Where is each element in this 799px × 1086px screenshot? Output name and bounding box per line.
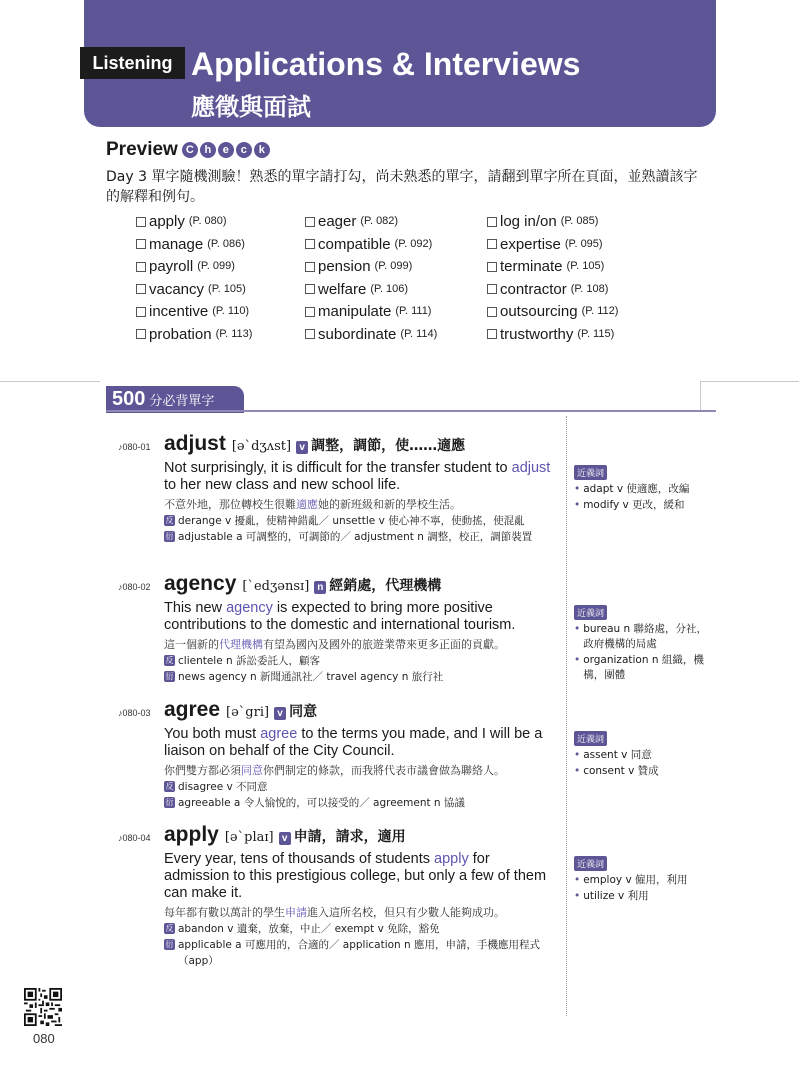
page-ref: (P. 085)	[560, 215, 599, 227]
preview-title: Preview	[106, 139, 178, 160]
pos-badge: v	[274, 707, 286, 720]
synonym-text: adapt v 使適應，改編	[583, 483, 690, 495]
audio-track-icon[interactable]: ♪080-02	[118, 582, 151, 592]
antonym-badge: 反	[165, 516, 174, 525]
page-ref: (P. 108)	[570, 282, 609, 295]
checkbox[interactable]	[305, 262, 315, 272]
example-text: 你們雙方都必須	[164, 764, 241, 777]
antonym-line	[164, 513, 558, 529]
word-label: payroll	[149, 258, 194, 275]
page-ref: (P. 086)	[207, 237, 245, 250]
divider-line	[700, 381, 701, 411]
antonym-text: clientele n 訴訟委託人，顧客	[178, 655, 321, 667]
synonym-item	[574, 498, 714, 513]
checkbox[interactable]	[487, 239, 497, 249]
word-label: contractor	[500, 280, 567, 298]
synonym-item	[574, 748, 714, 763]
synonym-text: organization n 組織，機構，團體	[583, 654, 704, 681]
derivative-text: news agency n 新聞通訊社／ travel agency n 旅行社	[178, 671, 444, 683]
bullet-icon: •	[574, 499, 581, 511]
synonym-text: assent v 同意	[583, 749, 652, 761]
antonym-line	[164, 653, 558, 669]
word-label: subordinate	[318, 325, 397, 343]
word-label: apply	[149, 213, 185, 230]
entry-word: adjust	[164, 432, 226, 455]
synonym-text: bureau n 聯絡處，分社，政府機構的局處	[583, 623, 707, 650]
example-english	[164, 460, 554, 494]
derivative-line	[164, 529, 558, 545]
derivative-badge: 衍	[165, 798, 174, 807]
synonym-item	[574, 653, 714, 683]
word-label: trustworthy	[500, 325, 574, 343]
antonym-badge: 反	[165, 782, 174, 791]
vocab-entry	[118, 698, 558, 811]
word-label: terminate	[500, 258, 563, 275]
example-text: You both must	[164, 726, 261, 742]
page-number: 080	[33, 1031, 55, 1046]
word-label: manipulate	[318, 303, 392, 320]
synonym-item	[574, 889, 714, 904]
derivative-text: agreeable a 令人愉悅的，可以接受的／ agreement n 協議	[178, 797, 465, 809]
synonym-box	[574, 729, 714, 779]
page-ref: (P. 105)	[566, 260, 605, 272]
word-check-item[interactable]	[136, 235, 305, 255]
synonym-box	[574, 854, 714, 904]
section-number: 500	[112, 388, 146, 410]
checkbox[interactable]	[136, 239, 146, 249]
synonym-item	[574, 622, 714, 652]
example-english	[164, 600, 554, 634]
synonym-text: modify v 更改，緩和	[583, 499, 685, 511]
word-label: log in/on	[500, 213, 557, 230]
category-tag: Listening	[80, 47, 185, 79]
example-text: 有望為國內及國外的旅遊業帶來更多正面的貢獻。	[263, 638, 505, 651]
word-check-item[interactable]	[136, 212, 305, 232]
synonym-text: employ v 僱用，利用	[583, 874, 688, 886]
page-ref: (P. 092)	[394, 237, 433, 250]
bullet-icon: •	[574, 654, 581, 666]
page-title-chinese: 應徵與面試	[191, 93, 311, 121]
derivative-line	[164, 937, 558, 969]
divider-line	[700, 381, 799, 382]
word-label: expertise	[500, 235, 561, 253]
checkbox[interactable]	[487, 217, 497, 227]
bullet-icon: •	[574, 483, 581, 495]
page-ref: (P. 110)	[212, 305, 250, 317]
page-ref: (P. 080)	[188, 215, 227, 227]
vocab-entry	[118, 572, 558, 685]
derivative-badge: 衍	[165, 940, 174, 949]
antonym-text: disagree v 不同意	[178, 781, 268, 793]
example-text: 每年都有數以萬計的學生	[164, 906, 285, 919]
section-label: 分必背單字	[149, 394, 215, 409]
word-label: manage	[149, 235, 204, 253]
synonym-box	[574, 603, 714, 683]
vocab-entry	[118, 823, 558, 969]
checkbox[interactable]	[487, 307, 497, 317]
bullet-icon: •	[574, 890, 581, 902]
entry-meaning: 申請，請求，適用	[293, 829, 406, 845]
derivative-badge: 衍	[165, 532, 174, 541]
checkbox[interactable]	[487, 329, 497, 339]
page-ref: (P. 082)	[360, 215, 399, 227]
example-text: Not surprisingly, it is difficult for the transfer student to	[164, 460, 512, 476]
word-check-item[interactable]	[487, 257, 657, 277]
antonym-text: abandon v 遺棄，放棄，中止／ exempt v 免除，豁免	[178, 923, 440, 935]
checkbox[interactable]	[487, 284, 497, 294]
example-english	[164, 851, 554, 902]
example-highlight: 適應	[296, 498, 318, 511]
synonym-badge: 近義詞	[574, 465, 607, 480]
page-ref: (P. 095)	[564, 237, 603, 250]
example-text: for admission to this prestigious college, but only a few of them can make it.	[164, 851, 547, 901]
entry-headline	[118, 432, 558, 456]
example-chinese	[164, 637, 558, 653]
word-label: eager	[318, 213, 357, 230]
synonym-item	[574, 482, 714, 497]
entry-meaning: 經銷處，代理機構	[329, 578, 442, 594]
divider-line	[0, 381, 100, 382]
example-text: 你們制定的條款，而我將代表市議會做為聯絡人。	[263, 764, 505, 777]
derivative-text: adjustable a 可調整的，可調節的／ adjustment n 調整，校正，調節裝置	[178, 531, 533, 543]
example-chinese	[164, 497, 558, 513]
page-ref: (P. 112)	[581, 305, 619, 317]
checkbox[interactable]	[305, 307, 315, 317]
audio-track-icon[interactable]: ♪080-03	[118, 708, 151, 718]
page-ref: (P. 099)	[197, 260, 235, 272]
synonym-text: consent v 贊成	[583, 765, 659, 777]
word-check-item[interactable]	[305, 325, 487, 345]
word-label: pension	[318, 258, 371, 275]
word-label: compatible	[318, 235, 391, 253]
synonym-item	[574, 873, 714, 888]
page-title-english: Applications & Interviews	[191, 46, 581, 82]
check-letter: C	[182, 142, 198, 158]
entry-ipa: [əˋgri]	[226, 705, 270, 720]
antonym-line	[164, 921, 558, 937]
entry-headline	[118, 572, 558, 596]
synonym-badge: 近義詞	[574, 605, 607, 620]
checkbox[interactable]	[305, 284, 315, 294]
page-ref: (P. 105)	[208, 282, 246, 295]
entry-headline	[118, 698, 558, 722]
word-check-item[interactable]	[487, 235, 657, 255]
word-check-item[interactable]	[487, 280, 657, 300]
example-text: to her new class and new school life.	[164, 477, 401, 493]
entry-word: agree	[164, 698, 221, 721]
check-letter: c	[236, 142, 252, 158]
bullet-icon: •	[574, 749, 581, 761]
antonym-line	[164, 779, 558, 795]
page-ref: (P. 115)	[577, 327, 615, 340]
example-english	[164, 726, 554, 760]
entry-word: agency	[164, 572, 237, 595]
example-text: Every year, tens of thousands of students	[164, 851, 435, 867]
word-check-item[interactable]	[305, 235, 487, 255]
check-letter: k	[254, 142, 270, 158]
vocab-entry	[118, 432, 558, 545]
checkbox[interactable]	[487, 262, 497, 272]
preview-heading	[106, 139, 272, 161]
page-ref: (P. 111)	[395, 305, 432, 317]
bullet-icon: •	[574, 765, 581, 777]
check-letter: h	[200, 142, 216, 158]
word-check-item[interactable]	[487, 302, 657, 322]
word-check-item[interactable]	[136, 280, 305, 300]
page-ref: (P. 114)	[400, 327, 438, 340]
example-text: 這一個新的	[164, 638, 219, 651]
example-chinese	[164, 905, 558, 921]
example-highlight: 代理機構	[219, 638, 263, 651]
example-highlight: adjust	[511, 460, 551, 476]
synonym-badge: 近義詞	[574, 856, 607, 871]
synonym-box	[574, 463, 714, 513]
word-label: outsourcing	[500, 303, 578, 320]
example-highlight: apply	[434, 851, 469, 867]
synonym-badge: 近義詞	[574, 731, 607, 746]
page-ref: (P. 099)	[374, 260, 413, 272]
word-check-item[interactable]	[305, 280, 487, 300]
column-divider	[566, 416, 567, 1016]
entry-ipa: [əˋplaɪ]	[224, 830, 274, 845]
audio-track-icon[interactable]: ♪080-04	[118, 833, 151, 843]
checkbox[interactable]	[136, 307, 146, 317]
checkbox[interactable]	[136, 284, 146, 294]
example-highlight: 申請	[285, 906, 307, 919]
example-chinese	[164, 763, 558, 779]
word-check-item[interactable]	[487, 212, 657, 232]
word-check-item[interactable]	[487, 325, 657, 345]
example-text: 不意外地，那位轉校生很難	[164, 498, 296, 511]
page-ref: (P. 113)	[215, 327, 253, 340]
qr-code-icon[interactable]	[24, 988, 62, 1026]
checkbox[interactable]	[136, 262, 146, 272]
word-label: probation	[149, 325, 212, 343]
checkbox[interactable]	[136, 217, 146, 227]
derivative-badge: 衍	[165, 672, 174, 681]
word-check-item[interactable]	[136, 302, 305, 322]
synonym-item	[574, 764, 714, 779]
word-check-item[interactable]	[305, 257, 487, 277]
entry-word: apply	[164, 823, 219, 846]
section-underline	[106, 410, 716, 412]
checkbox[interactable]	[305, 329, 315, 339]
derivative-line	[164, 669, 558, 685]
check-letter: e	[218, 142, 234, 158]
preview-description: Day 3 單字隨機測驗！熟悉的單字請打勾，尚未熟悉的單字，請翻到單字所在頁面，並熟讀該字的解釋和例句。	[106, 169, 698, 205]
example-text: 她的新班級和新的學校生活。	[318, 498, 461, 511]
checkbox[interactable]	[305, 239, 315, 249]
checkbox[interactable]	[136, 329, 146, 339]
example-text: This new	[164, 600, 227, 616]
word-label: vacancy	[149, 280, 205, 298]
bullet-icon: •	[574, 874, 581, 886]
pos-badge: v	[279, 832, 291, 845]
bullet-icon: •	[574, 623, 581, 635]
word-check-item[interactable]	[305, 302, 487, 322]
pos-badge: v	[296, 441, 308, 454]
example-highlight: agency	[226, 600, 273, 616]
audio-track-icon[interactable]: ♪080-01	[118, 442, 151, 452]
example-highlight: 同意	[241, 764, 263, 777]
entry-ipa: [əˋdʒʌst]	[231, 439, 292, 454]
checkbox[interactable]	[305, 217, 315, 227]
derivative-line	[164, 795, 558, 811]
example-text: is expected to bring more positive contributions to the domestic and international tourism.	[164, 600, 516, 633]
entry-ipa: [ˋedʒənsɪ]	[242, 579, 310, 594]
antonym-badge: 反	[165, 656, 174, 665]
entry-meaning: 同意	[289, 704, 318, 720]
example-highlight: agree	[260, 726, 298, 742]
example-text: 進入這所名校，但只有少數人能夠成功。	[307, 906, 505, 919]
word-check-item[interactable]	[136, 257, 305, 277]
synonym-text: utilize v 利用	[583, 890, 649, 902]
entry-meaning: 調整，調節，使……適應	[311, 438, 466, 454]
word-check-item[interactable]	[305, 212, 487, 232]
word-label: incentive	[149, 303, 209, 320]
derivative-text: applicable a 可應用的，合適的／ application n 應用，申請，手機應用程式（app）	[178, 939, 541, 967]
word-label: welfare	[318, 280, 367, 298]
pos-badge: n	[314, 581, 326, 594]
example-text: to the terms you made, and I will be a liaison on behalf of the City Council.	[164, 726, 543, 759]
entry-headline	[118, 823, 558, 847]
preview-word-list	[136, 212, 656, 344]
section-tab	[106, 386, 244, 413]
antonym-text: derange v 擾亂，使精神錯亂／ unsettle v 使心神不寧，使動搖，使混亂	[178, 515, 525, 527]
word-check-item[interactable]	[136, 325, 305, 345]
antonym-badge: 反	[165, 924, 174, 933]
page-ref: (P. 106)	[370, 282, 409, 295]
